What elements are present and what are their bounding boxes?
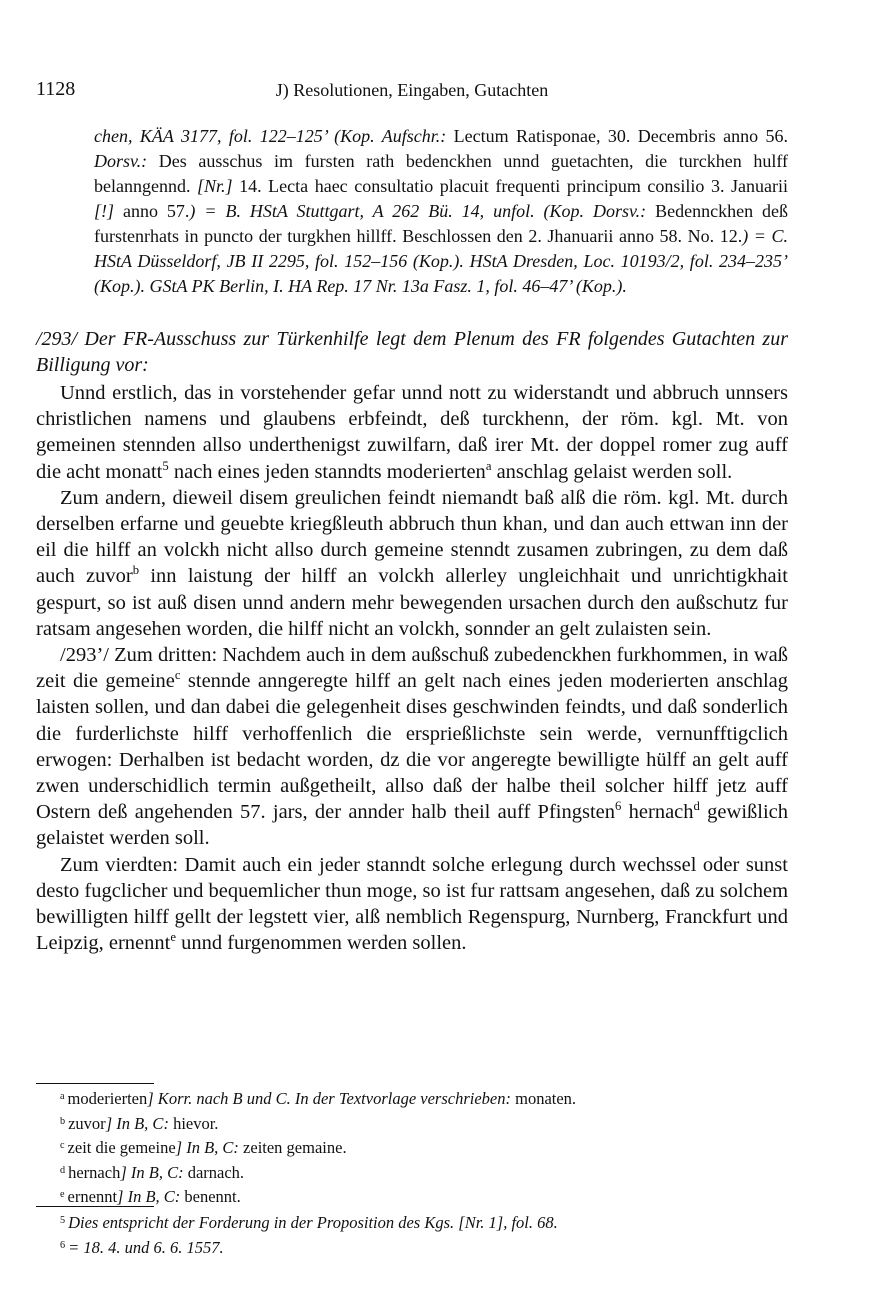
commentary-note-5 [60, 1212, 788, 1237]
source-text-italic: [!] [94, 201, 115, 221]
note-marker-a: a [485, 458, 492, 473]
source-text: Des ausschus im fursten rath bedenckhen unnd guetachten, die turckhen hulff belanngennd. [94, 151, 788, 196]
textual-note-b [60, 1113, 788, 1138]
note-editorial: ] Korr. nach B und C. In der Textvorlage verschrieben: [147, 1089, 511, 1108]
note-mark: a [60, 1091, 65, 1103]
textual-note-a [60, 1088, 788, 1113]
page-header [36, 78, 788, 106]
note-marker-c: c [174, 668, 181, 683]
source-description [94, 124, 788, 299]
paragraph-4 [36, 852, 788, 957]
source-text-italic: Dorsv.: [94, 151, 148, 171]
source-text-italic: [Nr.] [197, 176, 233, 196]
commentary-marker-5: 5 [162, 458, 169, 473]
text-run: gewißlich gelaistet werden soll. [36, 801, 789, 850]
note-mark: b [60, 1115, 66, 1127]
text-run: /293’/ Zum dritten: Nachdem auch in dem außschuß zubedenckhen furkhommen, in waß zeit die gemeine [36, 644, 788, 693]
note-mark: 5 [60, 1215, 66, 1227]
commentary-divider [36, 1206, 154, 1207]
note-mark: d [60, 1164, 66, 1176]
paragraph-2 [36, 485, 788, 642]
text-run: inn laistung der hilff an volckh allerley ungleichhait und unrichtigkhait gespurt, so ist auß disen unnd andern mehr bewegenden ursachen durch den außschutz fur ratsam angesehen worden, die hilff nicht an volckh, sonnder an gelt zulaisten sein. [36, 565, 788, 640]
source-text: Bedennckhen deß furstenrhats in puncto der turgkhen hillff. Beschlossen den 2. Jhanuarii anno 58. No. 12. [94, 201, 789, 246]
textual-note-c [60, 1137, 788, 1162]
note-lemma: moderierten [67, 1089, 148, 1108]
text-run: Unnd erstlich, das in vorstehender gefar unnd nott zu widerstandt und abbruch unnsers christlichen namens und glaubens erbfeindt, deß turckhenn, der röm. kgl. Mt. von gemeinen stennden allso underthenigst zuwilfarn, daß irer Mt. der doppel romer zug auff die acht monatt [36, 382, 788, 483]
source-text: 14. Lecta haec consultatio placuit frequenti principum consilio 3. Januarii [232, 176, 788, 196]
commentary-marker-6: 6 [615, 799, 622, 814]
note-variant: monaten. [510, 1089, 577, 1108]
text-run: hernach [621, 801, 694, 824]
running-head: J) Resolutionen, Eingaben, Gutachten [275, 80, 549, 100]
source-text: Lectum Ratisponae, 30. Decembris anno 56. [446, 126, 788, 146]
note-text: Dies entspricht der Forderung in der Proposition des Kgs. [Nr. 1], fol. 68. [68, 1213, 558, 1232]
text-run: Zum vierdten: Damit auch ein jeder stanndt solche erlegung durch wechssel oder sunst desto fugclicher und bequemlicher thun moge, so ist fur rattsam angesehen, daß zu solchem bewilligten hilff gellt der legstett vier, alß nemblich Regenspurg, Nurnberg, Franckfurt und Leipzig, ernennt [36, 853, 789, 955]
note-marker-e: e [170, 930, 176, 945]
textual-note-e [60, 1186, 788, 1211]
note-variant: darnach. [183, 1162, 245, 1182]
commentary-notes [60, 1212, 788, 1261]
source-text-italic: chen, KÄA 3177, fol. 122–125’ (Kop. Aufschr.: [94, 126, 447, 146]
note-mark: e [60, 1189, 65, 1201]
textual-note-d [60, 1162, 788, 1187]
note-marker-d: d [693, 799, 700, 814]
footnote-divider [36, 1083, 154, 1084]
source-text-italic: ) = B. HStA Stuttgart, A 262 Bü. 14, unfol. (Kop. Dorsv.: [189, 201, 647, 221]
note-mark: 6 [60, 1239, 66, 1251]
editorial-heading: /293/ Der FR-Ausschuss zur Türkenhilfe legt dem Plenum des FR folgendes Gutachten zur Billigung vor: [36, 328, 788, 376]
note-lemma: hernach [68, 1162, 121, 1182]
text-run: unnd furgenommen werden sollen. [175, 932, 467, 955]
paragraph-1 [36, 380, 788, 485]
note-editorial: ] In B, C: [105, 1113, 169, 1133]
text-run: nach eines jeden stanndts moderierten [168, 460, 486, 483]
page-number: 1128 [36, 78, 76, 100]
note-lemma: zeit die gemeine [67, 1138, 176, 1157]
text-run: Zum andern, dieweil disem greulichen feindt niemandt baß alß die röm. kgl. Mt. durch derselben erfarne und geuebte kriegßleuth abbruch thun khan, und dan auch ettwan inn der eil die hilff an volckh nicht allso durch gemeine stenndt zusamen zubringen, zu dem daß auch zuvor [36, 486, 788, 588]
note-editorial: ] In B, C: [117, 1187, 181, 1206]
source-text-italic: ) = C. HStA Düsseldorf, JB II 2295, fol. 152–156 (Kop.). HStA Dresden, Loc. 10193/2, fol. 234–235’ (Kop.). GStA PK Berlin, I. HA Rep. 17 Nr. 13a Fasz. 1, fol. 46–47’ (Kop.). [94, 226, 788, 296]
note-marker-b: b [132, 563, 140, 578]
note-editorial: ] In B, C: [175, 1138, 239, 1157]
note-lemma: zuvor [68, 1113, 106, 1133]
source-text: anno 57. [114, 201, 190, 221]
note-mark: c [60, 1140, 65, 1152]
paragraph-3 [36, 642, 788, 852]
text-run: anschlag gelaist werden soll. [491, 460, 733, 483]
note-text: = 18. 4. und 6. 6. 1557. [68, 1237, 224, 1257]
textual-notes [60, 1088, 788, 1211]
note-variant: zeiten gemaine. [238, 1138, 347, 1157]
note-lemma: ernennt [67, 1187, 118, 1206]
note-variant: hievor. [168, 1113, 219, 1133]
commentary-note-6 [60, 1237, 788, 1262]
note-variant: benennt. [180, 1187, 241, 1206]
document-body [36, 380, 788, 956]
note-editorial: ] In B, C: [120, 1162, 184, 1182]
text-run: stennde anngeregte hilff an gelt nach eines jeden moderierten anschlag laisten sollen, und dan dabei die gelegenheit dises geschwinden feindts, und daß sonderlich die furderlichste hilff verhoffenlich die ersprießlichste sein werde, vernunfftigclich erwogen: Derhalben ist bedacht worden, dz die vor angeregte bewilligte hülff an gelt auff zwen underschidlich termin außgetheilt, allso daß der halbe theil solcher hilff jetz auff Ostern deß angehenden 57. jars, der annder halb theil auff Pfingsten [36, 670, 788, 824]
